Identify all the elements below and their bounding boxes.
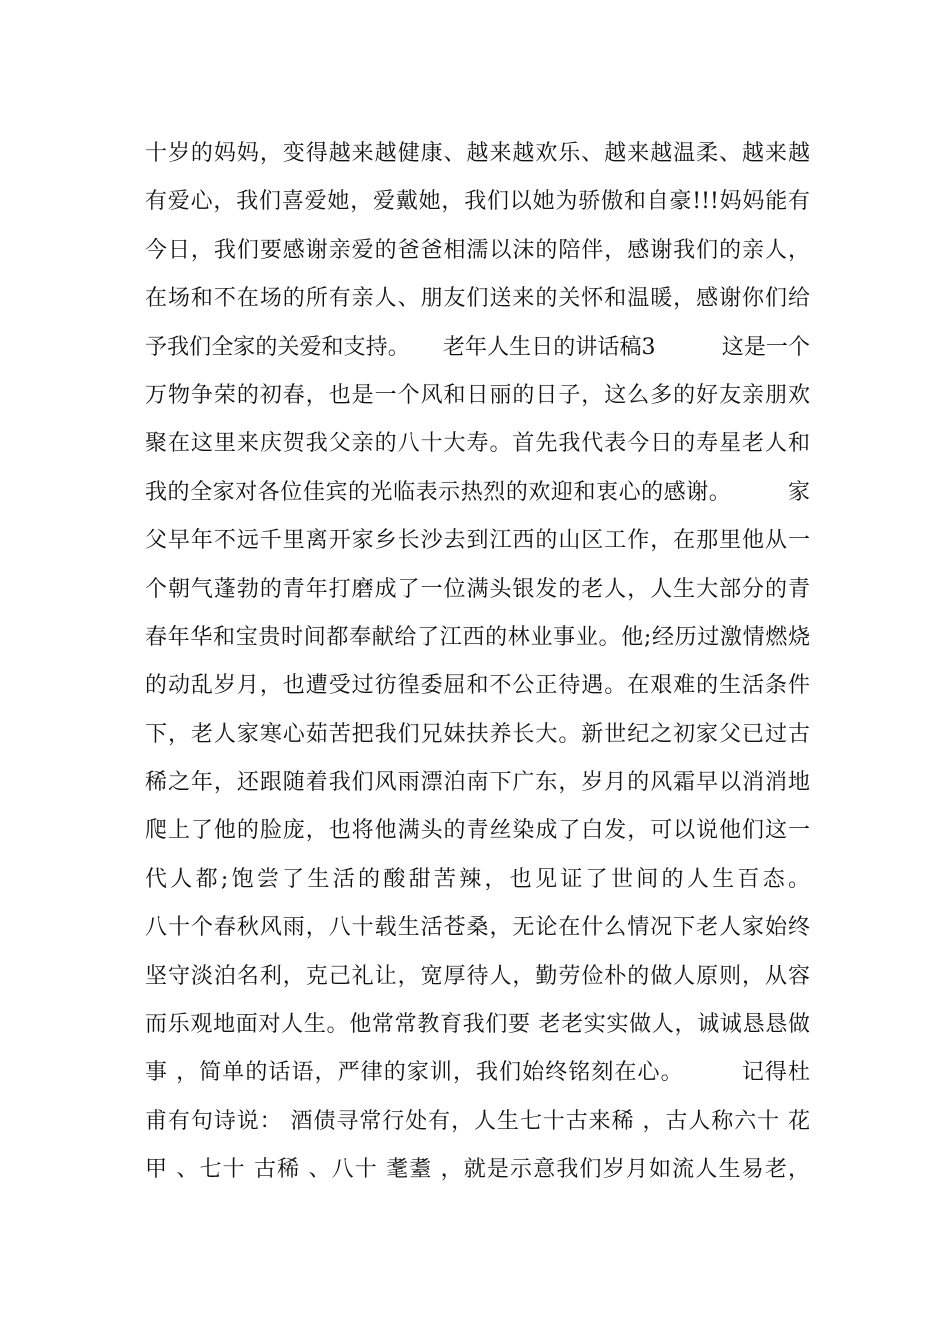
text-line-18: 坚守淡泊名利，克己礼让，宽厚待人，勤劳俭朴的做人原则，从容: [145, 963, 810, 989]
text-line-4: 在场和不在场的所有亲人、朋友们送来的关怀和温暖，感谢你们给: [145, 286, 810, 312]
text-line-7: 聚在这里来庆贺我父亲的八十大寿。首先我代表今日的寿星老人和: [145, 431, 810, 457]
text-line-6: 万物争荣的初春，也是一个风和日丽的日子，这么多的好友亲朋欢: [145, 382, 810, 408]
text-line-11: 春年华和宝贵时间都奉献给了江西的林业事业。他;经历过激情燃烧: [145, 624, 810, 650]
text-line-8: 我的全家对各位佳宾的光临表示热烈的欢迎和衷心的感谢。 家: [145, 479, 810, 505]
text-line-10: 个朝气蓬勃的青年打磨成了一位满头银发的老人，人生大部分的青: [145, 576, 810, 602]
text-line-13: 下，老人家寒心茹苦把我们兄妹扶养长大。新世纪之初家父已过古: [145, 721, 810, 747]
text-line-22: 甲 、七十 古稀 、八十 耄耋 ，就是示意我们岁月如流人生易老，: [145, 1157, 810, 1183]
text-line-1: 十岁的妈妈，变得越来越健康、越来越欢乐、越来越温柔、越来越: [145, 141, 810, 166]
text-line-2: 有爱心，我们喜爱她，爱戴她，我们以她为骄傲和自豪!!!妈妈能有: [145, 189, 810, 215]
text-line-9: 父早年不远千里离开家乡长沙去到江西的山区工作，在那里他从一: [145, 528, 810, 554]
text-line-15: 爬上了他的脸庞，也将他满头的青丝染成了白发，可以说他们这一: [145, 818, 810, 844]
text-line-5: 予我们全家的关爱和支持。 老年人生日的讲话稿3 这是一个: [145, 334, 810, 360]
text-line-19: 而乐观地面对人生。他常常教育我们要 老老实实做人，诚诚恳恳做: [145, 1012, 810, 1038]
text-line-17: 八十个春秋风雨，八十载生活苍桑，无论在什么情况下老人家始终: [145, 915, 810, 941]
text-line-16: 代人都;饱尝了生活的酸甜苦辣，也见证了世间的人生百态。: [145, 866, 810, 892]
text-line-3: 今日，我们要感谢亲爱的爸爸相濡以沫的陪伴，感谢我们的亲人，: [145, 237, 810, 263]
text-line-20: 事 ，简单的话语，严律的家训，我们始终铭刻在心。 记得杜: [145, 1060, 810, 1086]
text-line-21: 甫有句诗说： 酒债寻常行处有，人生七十古来稀 ，古人称六十 花: [145, 1108, 810, 1134]
body-text: [145, 130, 810, 1195]
text-line-12: 的动乱岁月，也遭受过彷徨委屈和不公正待遇。在艰难的生活条件: [145, 673, 810, 699]
text-line-14: 稀之年，还跟随着我们风雨漂泊南下广东，岁月的风霜早以消消地: [145, 770, 810, 796]
